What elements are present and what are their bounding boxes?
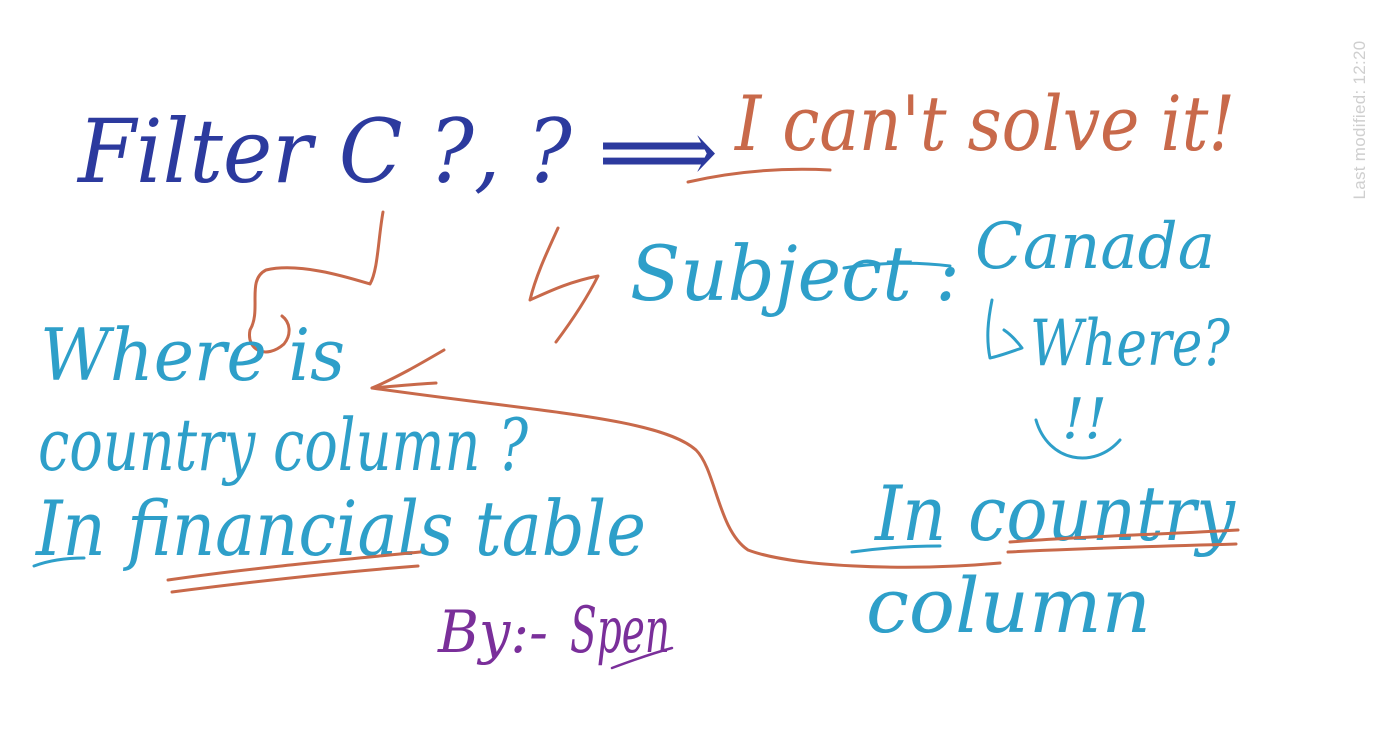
last-modified-stamp <box>1340 20 1380 220</box>
where-is-text: Where is <box>40 313 345 397</box>
filter-text: Filter C ?, ? ⟹ <box>76 100 718 203</box>
subject-value: Canada <box>975 210 1215 284</box>
country-column-question: country column ? <box>38 403 529 487</box>
exclamation-marks: !! <box>1062 387 1108 452</box>
signature-name: Spen <box>570 594 670 668</box>
cant-solve-text: I can't solve it! <box>733 79 1235 168</box>
arrow-question-to-subject <box>530 228 598 342</box>
in-country-text: In country <box>873 469 1236 558</box>
where-question: Where? <box>1030 307 1231 381</box>
arrow-country-to-where-head <box>372 350 444 388</box>
where-arrow <box>988 300 1022 358</box>
subject-label: Subject : <box>630 229 960 318</box>
signature-prefix: By:- <box>437 598 548 666</box>
column-text: column <box>866 561 1151 650</box>
last-modified-label: Last modified: 12:20 <box>1350 40 1369 200</box>
in-financials-text: In financials table <box>34 484 646 573</box>
